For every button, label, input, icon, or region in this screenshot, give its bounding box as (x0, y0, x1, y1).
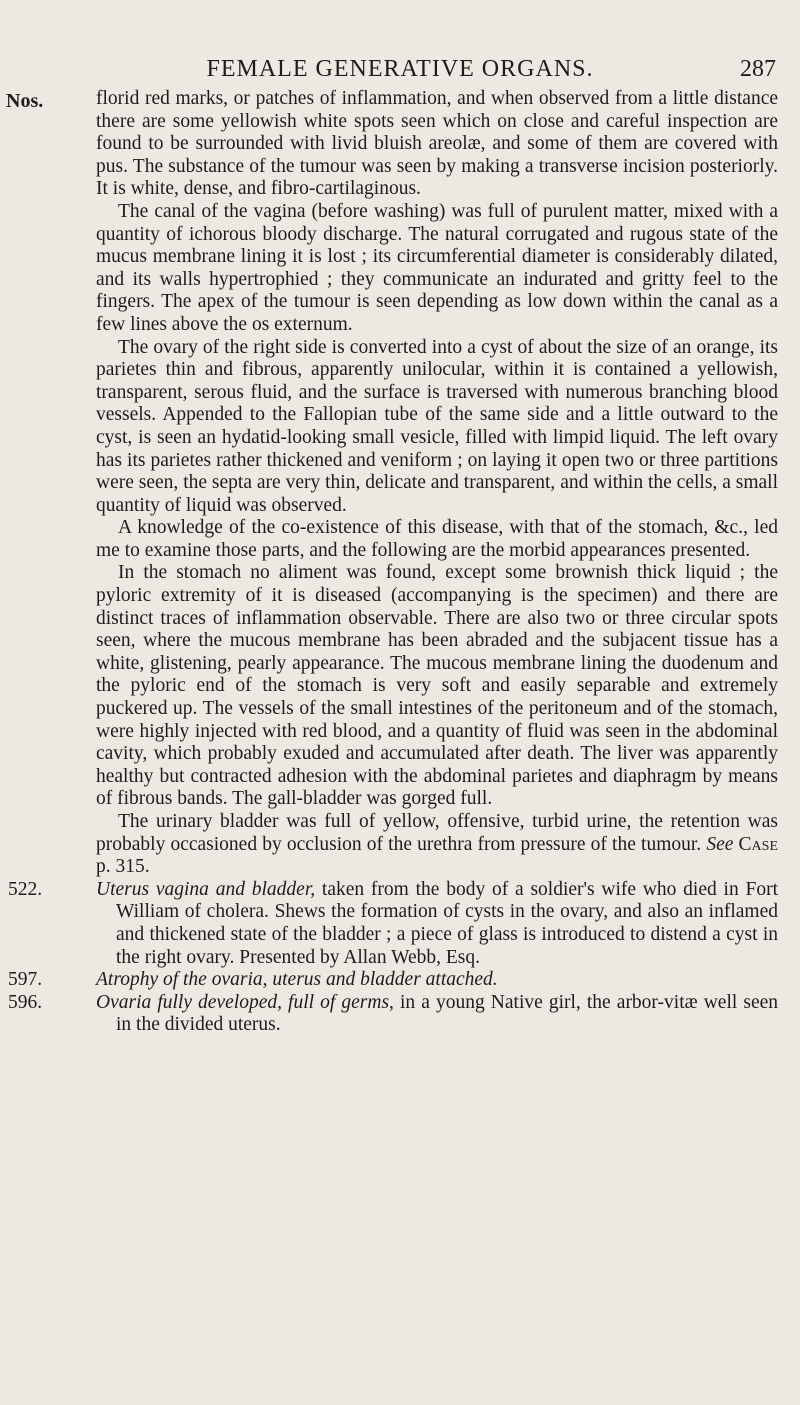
paragraph-5: In the stomach no aliment was found, except some brownish thick liquid ; the pyloric extremity of it is diseased (accompanying is the specimen) and there are distinct traces of inflammation observable. There are also two or three circular spots seen, where the mucous membrane has been abraded and the subjacent tissue has a white, glistening, pearly appearance. The mucous membrane lining the duodenum and the pyloric end of the stomach is very soft and easily separable and extremely puckered up. The vessels of the small intestines of the peritoneum and of the stomach, were highly injected with red blood, and a quantity of fluid was seen in the abdominal cavity, which probably exuded and accumulated after death. The liver was apparently healthy but contracted adhesion with the abdominal parietes and diaphragm by means of fibrous bands. The gall-bladder was gorged full. (96, 562, 778, 810)
entry-number: 522. (8, 878, 43, 900)
entry-text (96, 969, 778, 992)
running-head: FEMALE GENERATIVE ORGANS. (206, 56, 594, 82)
see-word: See (706, 833, 734, 855)
page-number: 287 (740, 56, 776, 82)
catalogue-entry-597 (8, 969, 778, 992)
paragraph-1: florid red marks, or patches of inflammation, and when observed from a little distance there are some yellowish white spots seen which on close and careful inspection are found to be surrounded with livid bluish areolæ, and some of them are covered with pus. The substance of the tumour was seen by making a transverse incision posteriorly. It is white, dense, and fibro-cartilaginous. (96, 88, 778, 200)
margin-label-nos: Nos. (6, 90, 44, 112)
page-header (0, 56, 800, 86)
entry-title: Uterus vagina and bladder, (96, 878, 316, 900)
entry-title: Atrophy of the ovaria, uterus and bladder attached. (96, 969, 498, 991)
case-page: p. 315. (96, 856, 150, 878)
entry-text (96, 992, 778, 1037)
entry-description: in a young Native girl, the arbor-vitæ well seen in the divided uterus. (116, 991, 779, 1036)
paragraph-4: A knowledge of the co-existence of this disease, with that of the stomach, &c., led me to examine those parts, and the following are the morbid appearances presented. (96, 517, 778, 561)
entry-text (96, 879, 778, 969)
paragraph-6-text: The urinary bladder was full of yellow, offensive, turbid urine, the retention was probably occasioned by occlusion of the urethra from pressure of the tumour. (96, 811, 778, 855)
entry-title: Ovaria fully developed, full of germs, (96, 991, 394, 1013)
entry-description: taken from the body of a soldier's wife who died in Fort William of cholera. Shews the formation of cysts in the ovary, and also an inflamed and thickened state of the bladder ; a piece of glass is introduced to distend a cyst in the right ovary. Presented by Allan Webb, Esq. (116, 878, 778, 968)
entry-number: 597. (8, 969, 43, 991)
catalogue-entry-522 (8, 878, 778, 969)
catalogue-entry-596 (8, 991, 779, 1037)
case-word: Case (738, 833, 779, 855)
paragraph-6 (96, 811, 778, 879)
paragraph-3: The ovary of the right side is converted into a cyst of about the size of an orange, its parietes thin and fibrous, apparently unilocular, within it is contained a yellowish, transparent, serous fluid, and the surface is traversed with numerous branching blood vessels. Appended to the Fallopian tube of the same side and a little outward to the cyst, is seen an hydatid-looking small vesicle, filled with limpid liquid. The left ovary has its parietes rather thickened and veniform ; on laying it open two or three partitions were seen, the septa are very thin, delicate and transparent, and within the cells, a small quantity of liquid was observed. (96, 336, 778, 516)
entry-number: 596. (8, 991, 43, 1013)
paragraph-2: The canal of the vagina (before washing) was full of purulent matter, mixed with a quantity of ichorous bloody discharge. The natural corrugated and rugous state of the mucus membrane lining it is lost ; its circumferential diameter is considerably dilated, and its walls hypertrophied ; they communicate an indurated and gritty feel to the fingers. The apex of the tumour is seen depending as low down within the canal as a few lines above the os externum. (96, 200, 778, 335)
